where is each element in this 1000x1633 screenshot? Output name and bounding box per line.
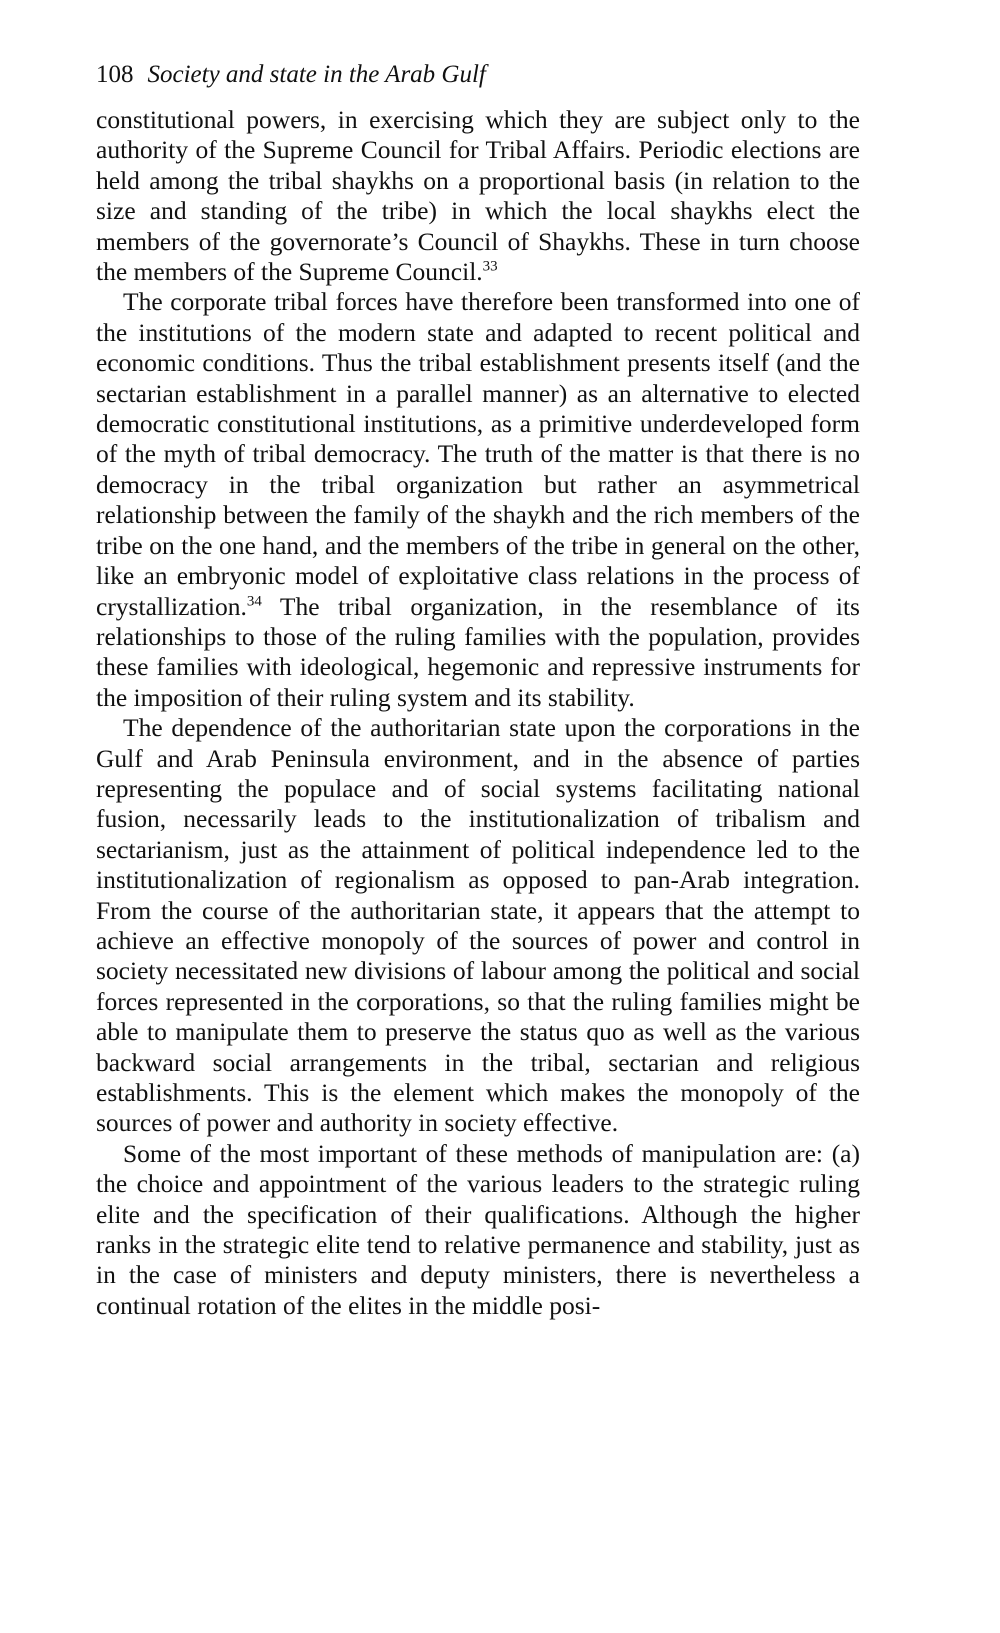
paragraph-3 — [96, 713, 860, 1139]
page-number: 108 — [96, 61, 134, 88]
paragraph-3-text: The dependence of the authoritarian state upon the corporations in the Gulf and Arab Peninsula environment, and in the absence of parties representing the populace and of social systems facilitating national fusion, necessarily leads to the institutionalization of tribalism and sectarianism, just as the attainment of political independence led to the institutionalization of regionalism as opposed to pan-Arab integration. From the course of the authoritarian state, it appears that the attempt to achieve an effective monopoly of the sources of power and control in society necessitated new divisions of labour among the political and social forces represented in the corporations, so that the ruling families might be able to manipulate them to preserve the status quo as well as the various backward social arrangements in the tribal, sectarian and religious establishments. This is the element which makes the monopoly of the sources of power and authority in society effective. — [96, 713, 860, 1138]
paragraph-1 — [96, 105, 860, 287]
running-head — [96, 60, 860, 90]
running-title: Society and state in the Arab Gulf — [147, 61, 486, 88]
paragraph-2-text: The corporate tribal forces have therefore been transformed into one of the institutions of the modern state and adapted to recent political and economic conditions. Thus the tribal establishment presents itself (and the sectarian establishment in a parallel manner) as an alternative to elected democratic constitutional institutions, as a primitive underdeveloped form of the myth of tribal democracy. The truth of the matter is that there is no democracy in the tribal organization but rather an asymmetrical relationship between the family of the shaykh and the rich members of the tribe on the one hand, and the members of the tribe in general on the other, like an embryonic model of exploitative class relations in the process of crystallization. — [96, 287, 860, 621]
paragraph-4 — [96, 1139, 860, 1321]
footnote-ref-34: 34 — [246, 593, 262, 609]
paragraph-2 — [96, 287, 860, 713]
paragraph-1-text: constitutional powers, in exercising which they are subject only to the authority of the Supreme Council for Tribal Affairs. Periodic elections are held among the tribal shaykhs on a proportional basis (in relation to the size and standing of the tribe) in which the local shaykhs elect the members of the governorate’s Council of Shaykhs. These in turn choose the members of the Supreme Council. — [96, 105, 860, 287]
body-text — [96, 105, 860, 1321]
paragraph-4-text: Some of the most important of these methods of manipulation are: (a) the choice and appointment of the various leaders to the strategic ruling elite and the specification of their qualifications. Although the higher ranks in the strategic elite tend to relative permanence and stability, just as in the case of ministers and deputy ministers, there is nevertheless a continual rotation of the elites in the middle posi- — [96, 1138, 860, 1320]
paragraph-2-continuation: The tribal organization, in the resemblance of its relationships to those of the ruling families with the population, provides these families with ideological, hegemonic and repressive instruments for the imposition of their ruling system and its stability. — [96, 591, 860, 712]
book-page — [96, 60, 860, 1321]
footnote-ref-33: 33 — [482, 258, 498, 275]
